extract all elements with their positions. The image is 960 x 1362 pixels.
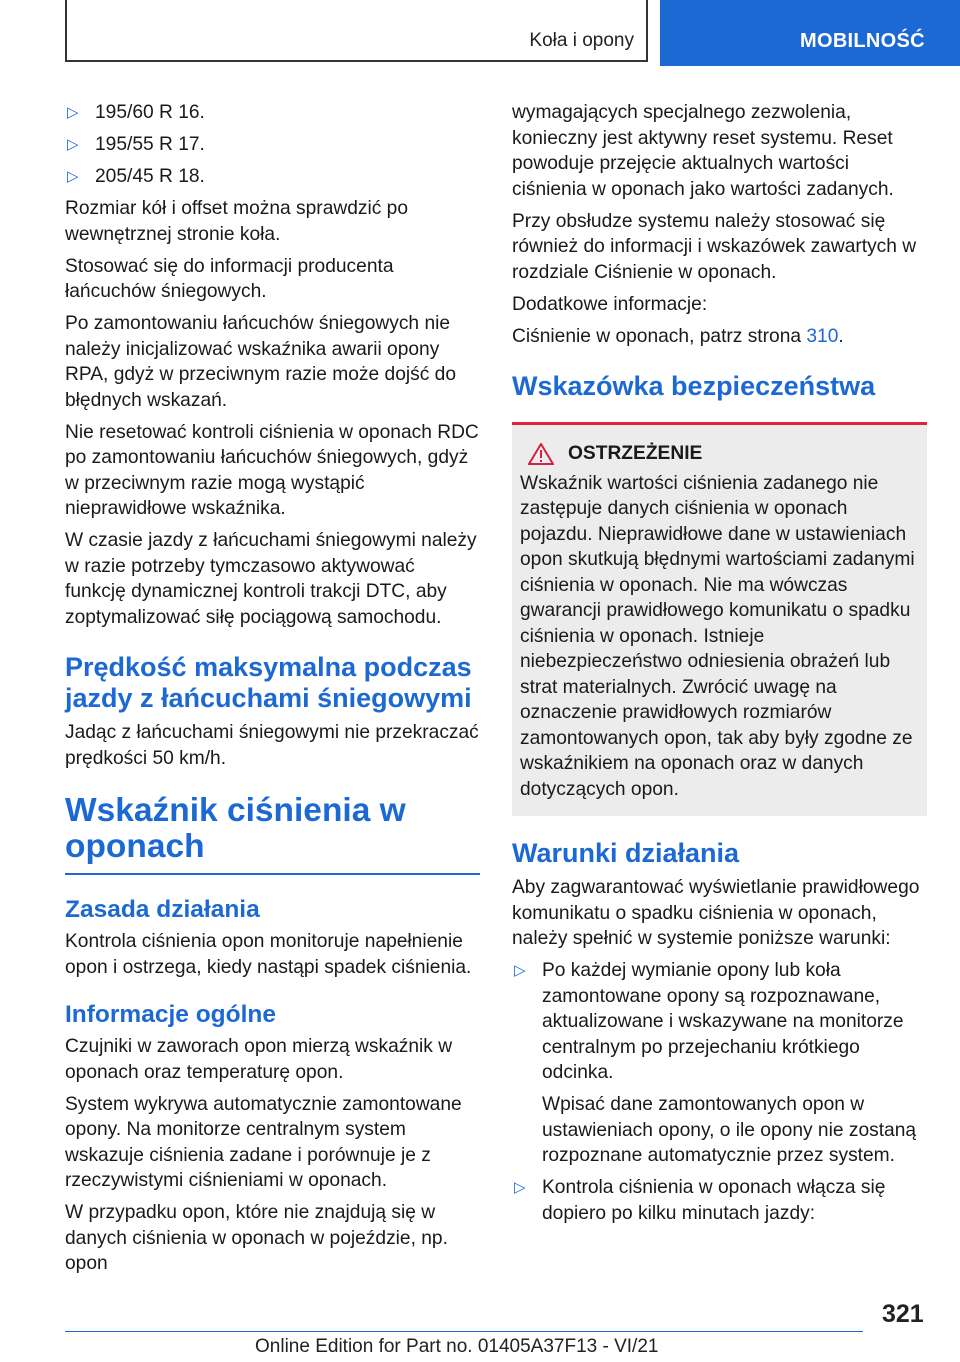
paragraph: Po zamontowaniu łańcuchów śniegowych nie należy inicjalizować wskaźnika awarii opony RPA, gdyż w przeciwnym razie może dojść do błędnych wskazań. — [65, 313, 456, 411]
footer-edition: Online Edition for Part no. 01405A37F13 - VI/21 — [255, 1336, 659, 1357]
heading-safety: Wskazówka bezpieczeństwa — [512, 371, 876, 401]
heading-tire-pressure: Wskaźnik ciśnienia w oponach — [65, 793, 480, 875]
header-section-title: Koła i opony — [529, 30, 634, 51]
bullet-triangle-icon: ▷ — [514, 962, 526, 979]
paragraph: wymagających specjalnego zezwolenia, konieczny jest aktywny reset systemu. Reset powoduje przejęcie aktualnych wartości ciśnienia w oponach jako wartości zadanych. — [512, 102, 894, 200]
paragraph: W czasie jazdy z łańcuchami śniegowymi należy w razie potrzeby tymczasowo aktywować funkcję dynamicznej kontroli trakcji DTC, aby zoptymalizować siłę pociągową samochodu. — [65, 530, 477, 628]
paragraph: Kontrola ciśnienia opon monitoruje napełnienie opon i ostrzega, kiedy nastąpi spadek ciśnienia. — [65, 931, 472, 978]
paragraph: Stosować się do informacji producenta łańcuchów śniegowych. — [65, 255, 394, 302]
list-item-subtext: Wpisać dane zamontowanych opon w ustawieniach opony, o ile opony nie zostaną rozpoznane automatycznie przez system. — [542, 1094, 917, 1166]
bullet-triangle-icon: ▷ — [67, 168, 79, 185]
header-chapter-title: MOBILNOŚĆ — [800, 30, 925, 52]
paragraph: Dodatkowe informacje: — [512, 293, 708, 315]
header-chapter-tab — [660, 0, 960, 66]
bullet-triangle-icon: ▷ — [514, 1179, 526, 1196]
heading-general-info: Informacje ogólne — [65, 1001, 277, 1028]
warning-text: Wskaźnik wartości ciśnienia zadanego nie zastępuje danych ciśnienia w oponach pojazdu. Nieprawidłowe dane w ustawieniach opon skutkują błędnymi wartościami zadanymi ciśnienia w oponach. Nie ma wówczas gwarancji prawidłowego komunikatu o spadku ciśnienia w oponach. Istnieje niebezpieczeństwo odniesienia obrażeń lub strat materialnych. Zwrócić uwagę na oznaczenie prawidłowych rozmiarów zamontowanych opon, tak aby były zgodne ze wskaźnikiem na oponach oraz w danych dotyczących opon. — [520, 472, 915, 800]
paragraph: Przy obsłudze systemu należy stosować się również do informacji i wskazówek zawartych w rozdziale Ciśnienie w oponach. — [512, 210, 917, 283]
paragraph: Czujniki w zaworach opon mierzą wskaźnik w oponach oraz temperaturę opon. — [65, 1036, 453, 1083]
list-item: ▷ Po każdej wymianie opony lub koła zamontowane opony są rozpoznawane, aktualizowane i wskazywane na monitorze centralnym po przejechaniu krótkiego odcinka. Wpisać dane zamontowanych opon w ustawieniach opony, o ile opony nie zostaną rozpoznane automatycznie przez system. — [512, 958, 927, 1169]
bullet-triangle-icon: ▷ — [67, 136, 79, 153]
page-link[interactable]: 310 — [806, 325, 839, 347]
paragraph: Rozmiar kół i offset można sprawdzić po wewnętrznej stronie koła. — [65, 198, 409, 245]
paragraph: System wykrywa automatycznie zamontowane opony. Na monitorze centralnym system wskazuje ciśnienia zadane i porównuje je z rzeczywistymi ciśnieniami w oponach. — [65, 1093, 462, 1191]
left-column — [65, 100, 480, 1283]
warning-title: OSTRZEŻENIE — [568, 443, 703, 464]
list-item: ▷ 195/55 R 17. — [65, 132, 480, 158]
right-column — [512, 100, 927, 1233]
heading-principle: Zasada działania — [65, 896, 260, 923]
header-section-box — [65, 0, 648, 62]
page-number: 321 — [882, 1300, 924, 1328]
list-item: ▷ Kontrola ciśnienia w oponach włącza się dopiero po kilku minutach jazdy: — [514, 1177, 886, 1224]
warning-title-row — [520, 441, 919, 467]
list-item: ▷ 195/60 R 16. — [65, 100, 480, 126]
paragraph: W przypadku opon, które nie znajdują się w danych ciśnienia w oponach w pojeździe, np. opon — [65, 1202, 448, 1274]
bullet-triangle-icon: ▷ — [67, 104, 79, 121]
heading-speed: Prędkość maksymalna podczas jazdy z łańcuchami śniegowymi — [65, 652, 472, 713]
paragraph: Aby zagwarantować wyświetlanie prawidłowego komunikatu o spadku ciśnienia w oponach, należy spełnić w systemie poniższe warunki: — [512, 877, 920, 949]
warning-box — [512, 422, 927, 816]
paragraph: Nie resetować kontroli ciśnienia w oponach RDC po zamontowaniu łańcuchów śniegowych, gdyż w przeciwnym razie mogą wystąpić nieprawidłowe wskaźnika. — [65, 421, 479, 519]
heading-conditions: Warunki działania — [512, 838, 740, 868]
paragraph-reference: Ciśnienie w oponach, patrz strona 310. — [512, 325, 844, 347]
paragraph: Jadąc z łańcuchami śniegowymi nie przekraczać prędkości 50 km/h. — [65, 722, 479, 769]
page-header — [0, 0, 960, 66]
warning-triangle-icon — [528, 443, 554, 465]
list-item: ▷ 205/45 R 18. — [65, 164, 480, 190]
footer-divider — [65, 1331, 863, 1332]
